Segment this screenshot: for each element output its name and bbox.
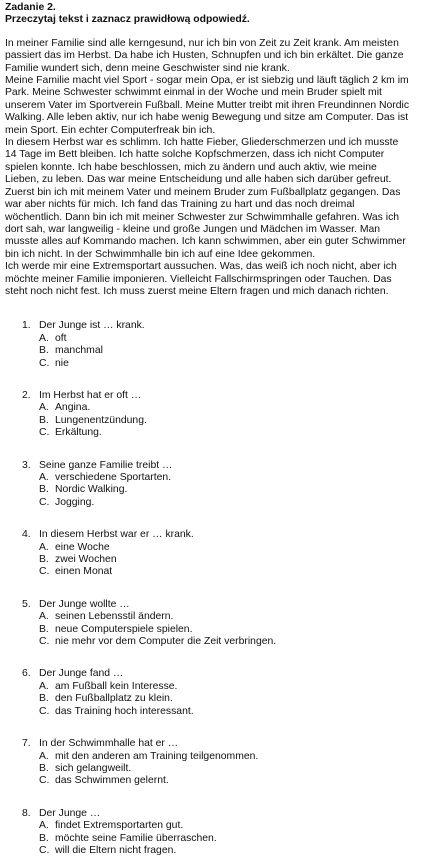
option-text: findet Extremsportarten gut. — [55, 820, 184, 832]
answer-option[interactable] — [39, 845, 438, 857]
text-line: war aber nichts für mich. Ich fand das Training zu hart und das noch dreimal — [5, 199, 355, 211]
option-letter: C. — [39, 357, 50, 369]
option-text: Erkältung. — [55, 427, 102, 439]
text-line: In meiner Familie sind alle kerngesund, nur ich bin von Zeit zu Zeit krank. Am meisten — [5, 37, 399, 49]
question-text: Der Junge fand … — [39, 668, 124, 680]
option-text: am Fußball kein Interesse. — [55, 680, 178, 692]
answer-option[interactable] — [39, 751, 438, 763]
option-text: zwei Wochen — [55, 554, 117, 566]
option-letter: C. — [39, 705, 50, 717]
question-line — [22, 320, 438, 332]
answer-options — [22, 681, 438, 718]
option-text: neue Computerspiele spielen. — [55, 623, 193, 635]
question-item — [22, 390, 438, 440]
question-list — [5, 320, 438, 857]
option-text: seinen Lebensstil ändern. — [55, 611, 174, 623]
question-number: 3. — [22, 459, 31, 471]
option-letter: A. — [39, 541, 49, 553]
question-number: 7. — [22, 738, 31, 750]
option-text: nie mehr vor dem Computer die Zeit verbringen. — [55, 636, 277, 648]
task-title: Zadanie 2. — [5, 2, 56, 13]
answer-option[interactable] — [39, 820, 438, 832]
option-letter: B. — [39, 414, 49, 426]
option-letter: A. — [39, 611, 49, 623]
answer-option[interactable] — [39, 542, 438, 554]
option-text: oft — [55, 332, 67, 344]
question-line — [22, 738, 438, 750]
question-item — [22, 599, 438, 649]
option-text: Lungenentzündung. — [55, 414, 147, 426]
option-letter: C. — [39, 427, 50, 439]
answer-option[interactable] — [39, 554, 438, 566]
answer-option[interactable] — [39, 763, 438, 775]
answer-option[interactable] — [39, 706, 438, 718]
question-number: 1. — [22, 320, 31, 332]
answer-option[interactable] — [39, 636, 438, 648]
answer-options — [22, 333, 438, 370]
answer-option[interactable] — [39, 681, 438, 693]
question-text: Der Junge ist … krank. — [39, 320, 145, 332]
answer-option[interactable] — [39, 775, 438, 787]
text-line: wöchentlich. Dann bin ich mit meiner Schwester zur Schwimmhalle gefahren. Was ich — [5, 211, 400, 223]
question-number: 2. — [22, 389, 31, 401]
answer-option[interactable] — [39, 693, 438, 705]
question-item — [22, 529, 438, 579]
text-line: bin ich nicht. In der Schwimmhalle bin ich auf eine Idee gekommen. — [5, 248, 316, 260]
question-number: 6. — [22, 668, 31, 680]
text-line: spielen konnte. Ich habe beschlossen, mich zu ändern und auch aktiv, wie meine — [5, 161, 377, 173]
answer-option[interactable] — [39, 472, 438, 484]
option-letter: B. — [39, 693, 49, 705]
answer-option[interactable] — [39, 427, 438, 439]
text-line: Lieben, zu leben. Das war meine Entscheidung und alle haben sich darüber gefreut. — [5, 174, 392, 186]
question-text: Der Junge wollte … — [39, 598, 130, 610]
option-letter: B. — [39, 554, 49, 566]
question-item — [22, 738, 438, 788]
text-line: mein Sport. Ein echter Computerfreak bin ich. — [5, 124, 216, 136]
text-line: steht noch nicht fest. Ich muss zuerst meine Eltern fragen und mich danach richten. — [5, 285, 389, 297]
answer-option[interactable] — [39, 566, 438, 578]
option-letter: C. — [39, 775, 50, 787]
answer-option[interactable] — [39, 402, 438, 414]
question-line — [22, 460, 438, 472]
question-text: Der Junge … — [39, 807, 101, 819]
reading-text — [5, 38, 438, 299]
option-letter: A. — [39, 402, 49, 414]
answer-options — [22, 542, 438, 579]
option-letter: B. — [39, 345, 49, 357]
option-letter: C. — [39, 496, 50, 508]
option-letter: C. — [39, 844, 50, 856]
option-text: Angina. — [55, 402, 91, 414]
question-line — [22, 668, 438, 680]
option-letter: B. — [39, 484, 49, 496]
text-line: 14 Tage im Bett bleiben. Ich hatte solche Kopfschmerzen, dass ich nicht Computer — [5, 149, 385, 161]
option-text: das Training hoch interessant. — [55, 705, 194, 717]
text-line: Meine Familie macht viel Sport - sogar mein Opa, er ist siebzig und läuft täglich 2 km im — [5, 75, 409, 87]
question-line — [22, 390, 438, 402]
question-text: Im Herbst hat er oft … — [39, 389, 142, 401]
question-number: 4. — [22, 529, 31, 541]
option-text: verschiedene Sportarten. — [55, 472, 172, 483]
question-number: 8. — [22, 807, 31, 819]
task-instruction: Przeczytaj tekst i zaznacz prawidłową odpowiedź. — [5, 14, 250, 26]
answer-option[interactable] — [39, 833, 438, 845]
question-item — [22, 668, 438, 718]
option-text: will die Eltern nicht fragen. — [55, 844, 177, 856]
option-letter: B. — [39, 623, 49, 635]
answer-option[interactable] — [39, 611, 438, 623]
text-line: dort sah, war langweilig - kleine und große Jungen und Mädchen im Wasser. Man — [5, 223, 381, 235]
option-letter: C. — [39, 636, 50, 648]
option-text: einen Monat — [55, 566, 113, 578]
answer-option[interactable] — [39, 497, 438, 509]
option-letter: B. — [39, 762, 49, 774]
question-line — [22, 599, 438, 611]
text-line: Walking. Alle leben aktiv, nur ich habe wenig Bewegung und sitze am Computer. Das ist — [5, 112, 409, 124]
answer-options — [22, 472, 438, 509]
question-text: In der Schwimmhalle hat er … — [39, 738, 179, 750]
option-letter: A. — [39, 820, 49, 832]
option-text: manchmal — [55, 345, 103, 357]
option-text: nie — [55, 357, 69, 369]
question-line — [22, 529, 438, 541]
question-text: Seine ganze Familie treibt … — [39, 459, 173, 471]
question-text: In diesem Herbst war er … krank. — [39, 529, 194, 541]
option-text: möchte seine Familie überraschen. — [55, 832, 217, 844]
option-letter: A. — [39, 332, 49, 344]
option-letter: C. — [39, 566, 50, 578]
text-line: Zuerst bin ich mit meinem Vater und meinem Bruder zum Fußballplatz gegangen. Das — [5, 186, 401, 198]
answer-option[interactable] — [39, 333, 438, 345]
option-letter: B. — [39, 832, 49, 844]
question-item — [22, 320, 438, 370]
answer-options — [22, 402, 438, 439]
answer-option[interactable] — [39, 345, 438, 357]
option-letter: A. — [39, 680, 49, 692]
answer-options — [22, 751, 438, 788]
question-item — [22, 808, 438, 857]
option-text: sich gelangweilt. — [55, 762, 132, 774]
question-number: 5. — [22, 598, 31, 610]
text-line: unserem Vater im Sportverein Fußball. Meine Mutter treibt mit ihren Freundinnen Nordic — [5, 99, 410, 111]
option-text: Jogging. — [55, 496, 95, 508]
text-line: Familie wundert sich, denn meine Geschwister sind nie krank. — [5, 62, 290, 74]
option-letter: A. — [39, 472, 49, 483]
answer-option[interactable] — [39, 415, 438, 427]
answer-option[interactable] — [39, 358, 438, 370]
option-text: Nordic Walking. — [55, 484, 128, 496]
text-line: Park. Meine Schwester schwimmt einmal in der Woche und mein Bruder spielt mit — [5, 87, 382, 99]
question-item — [22, 460, 438, 510]
text-line: musste alles auf Kommando machen. Ich kann schwimmen, aber ein guter Schwimmer — [5, 236, 406, 248]
option-letter: A. — [39, 750, 49, 762]
answer-option[interactable] — [39, 484, 438, 496]
answer-options — [22, 820, 438, 857]
text-line: In diesem Herbst war es schlimm. Ich hatte Fieber, Gliederschmerzen und ich musste — [5, 137, 399, 149]
question-line — [22, 808, 438, 820]
option-text: den Fußballplatz zu klein. — [55, 693, 173, 705]
text-line: Ich werde mir eine Extremsportart aussuchen. Was, das weiß ich noch nicht, aber ich — [5, 261, 397, 273]
option-text: mit den anderen am Training teilgenommen. — [55, 750, 259, 762]
text-line: möchte meiner Familie imponieren. Vielleicht Fallschirmspringen oder Tauchen. Das — [5, 273, 392, 285]
text-line: passiert das im Herbst. Da habe ich Husten, Schnupfen und ich bin erkältet. Die ganze — [5, 50, 404, 62]
answer-option[interactable] — [39, 624, 438, 636]
option-text: eine Woche — [55, 541, 110, 553]
option-text: das Schwimmen gelernt. — [55, 775, 169, 787]
answer-options — [22, 611, 438, 648]
